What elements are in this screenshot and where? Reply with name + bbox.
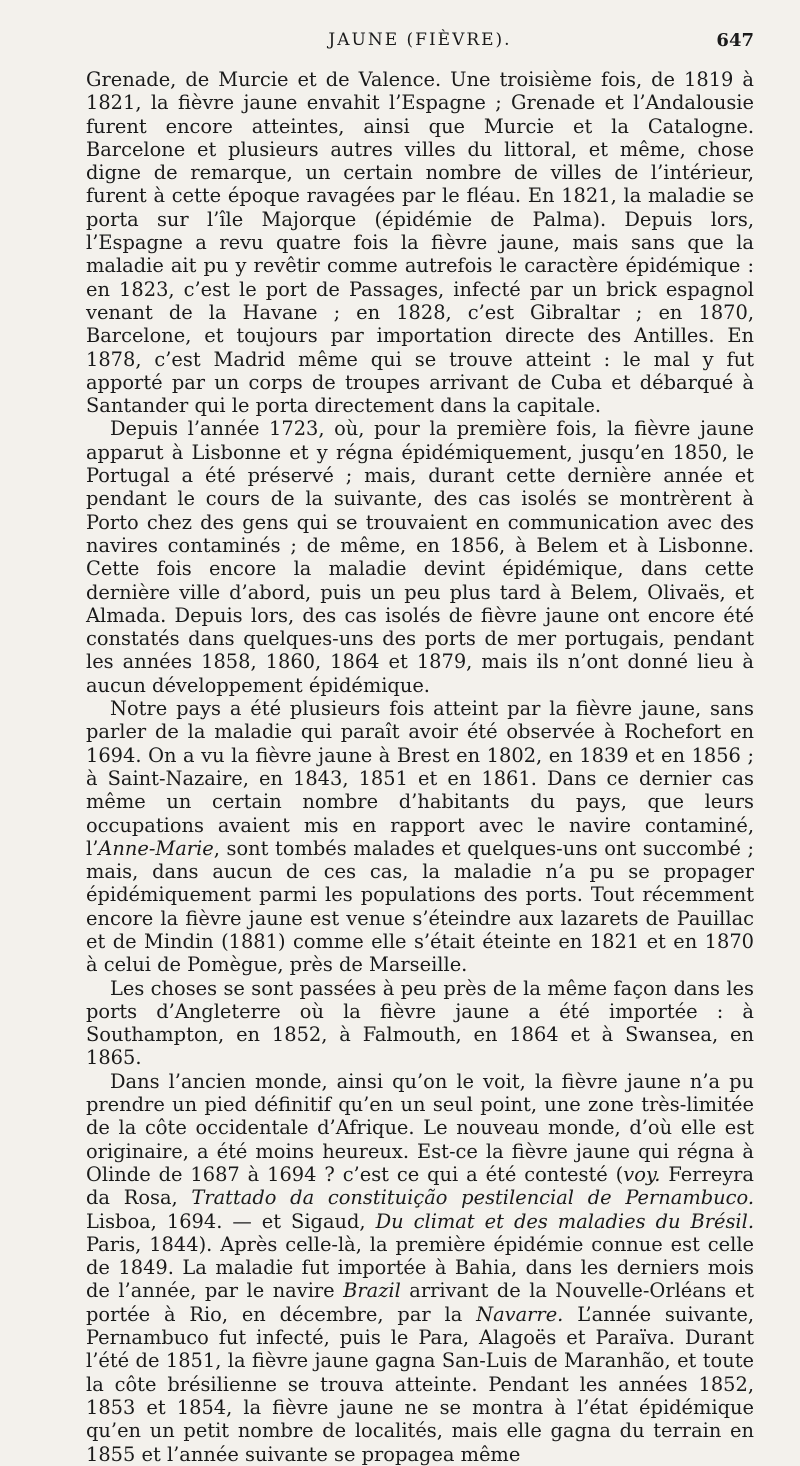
italic-text: voy. — [623, 1162, 661, 1186]
paragraph — [86, 68, 754, 417]
text-run: Grenade, de Murcie et de Valence. Une troisième fois, de 1819 à 1821, la fièvre jaune envahit l’Espagne ; Grenade et l’Andalousie furent encore atteintes, ainsi que Murcie et la Catalogne. Barcelone et plusieurs autres villes du littoral, et même, chose digne de remarque, un certain nombre de villes de l’intérieur, furent à cette époque ravagées par le fléau. En 1821, la maladie se porta sur l’île Majorque (épidémie de Palma). Depuis lors, l’Espagne a revu quatre fois la fièvre jaune, mais sans que la maladie ait pu y revêtir comme autrefois le caractère épidémique : en 1823, c’est le port de Passages, infecté par un brick espagnol venant de la Havane ; en 1828, c’est Gibraltar ; en 1870, Barcelone, et toujours par importation directe des Antilles. En 1878, c’est Madrid même qui se trouve atteint : le mal y fut apporté par un corps de troupes arrivant de Cuba et débarqué à Santander qui le porta directement dans la capitale. — [86, 68, 754, 418]
text-run: Ferreyra da Rosa, — [86, 1162, 754, 1210]
running-title: JAUNE (FIÈVRE). — [328, 30, 512, 50]
text-run: Depuis l’année 1723, où, pour la première fois, la fièvre jaune apparut à Lisbonne et y régna épidémiquement, jusqu’en 1850, le Portugal a été préservé ; mais, durant cette dernière année et pendant le cours de la suivante, des cas isolés se montrèrent à Porto chez des gens qui se trouvaient en communication avec des navires contaminés ; de même, en 1856, à Belem et à Lisbonne. Cette fois encore la maladie devint épidémique, dans cette dernière ville d’abord, puis un peu plus tard à Belem, Olivaës, et Almada. Depuis lors, des cas isolés de fièvre jaune ont encore été constatés dans quelques-uns des ports de mer portugais, pendant les années 1858, 1860, 1864 et 1879, mais ils n’ont donné lieu à aucun développement épidémique. — [86, 417, 754, 697]
italic-text: Trattado da constituição pestilencial de Pernambuco. — [191, 1186, 755, 1210]
text-run: Les choses se sont passées à peu près de la même façon dans les ports d’Angleterre où la fièvre jaune a été importée : à Southampton, en 1852, à Falmouth, en 1864 et à Swansea, en 1865. — [86, 976, 754, 1070]
text-run: Dans l’ancien monde, ainsi qu’on le voit, la fièvre jaune n’a pu prendre un pied définitif qu’en un seul point, une zone très-limitée de la côte occidentale d’Afrique. Le nouveau monde, d’où elle est originaire, a été moins heureux. Est-ce la fièvre jaune qui régna à Olinde de 1687 à 1694 ? c’est ce qui a été contesté ( — [86, 1069, 754, 1186]
text-run: Notre pays a été plusieurs fois atteint par la fièvre jaune, sans parler de la maladie qui paraît avoir été observée à Rochefort en 1694. On a vu la fièvre jaune à Brest en 1802, en 1839 et en 1856 ; à Saint-Nazaire, en 1843, 1851 et en 1861. Dans ce dernier cas même un certain nombre d’habitants du pays, que leurs occupations avaient mis en rapport avec le navire contaminé, l’ — [86, 697, 754, 860]
paragraph — [86, 417, 754, 697]
text-run: Lisboa, 1694. — et Sigaud, — [86, 1209, 376, 1233]
text-run: , sont tombés malades et quelques-uns ont succombé ; mais, dans aucun de ces cas, la maladie n’a pu se propager épidémiquement parmi les populations des ports. Tout récemment encore la fièvre jaune est venue s’éteindre aux lazarets de Pauillac et de Mindin (1881) comme elle s’était éteinte en 1821 et en 1870 à celui de Pomègue, près de Marseille. — [86, 836, 754, 977]
text-run: arrivant de la Nouvelle-Orléans et portée à Rio, en décembre, par la — [86, 1279, 754, 1326]
paragraph — [86, 1070, 754, 1466]
italic-text: Anne-Marie — [98, 836, 214, 860]
text-run: L’année suivante, Pernambuco fut infecté, puis le Para, Alagoës et Paraïva. Durant l’été de 1851, la fièvre jaune gagna San-Luis de Maranhão, et toute la côte brésilienne se trouva atteinte. Pendant les années 1852, 1853 et 1854, la fièvre jaune ne se montra à l’état épidémique qu’en un petit nombre de localités, mais elle gagna du terrain en 1855 et l’année suivante se propagea même — [86, 1302, 754, 1466]
italic-text: Du climat et des maladies du Brésil. — [375, 1209, 754, 1233]
paragraph — [86, 977, 754, 1070]
page-number: 647 — [716, 30, 754, 51]
body-text — [86, 68, 754, 1466]
running-head — [86, 30, 754, 56]
italic-text: Navarre. — [476, 1302, 564, 1326]
paragraph — [86, 697, 754, 977]
text-run: Paris, 1844). Après celle-là, la première épidémie connue est celle de 1849. La maladie fut importée à Bahia, dans les derniers mois de l’année, par le navire — [86, 1232, 754, 1303]
italic-text: Brazil — [343, 1279, 401, 1303]
